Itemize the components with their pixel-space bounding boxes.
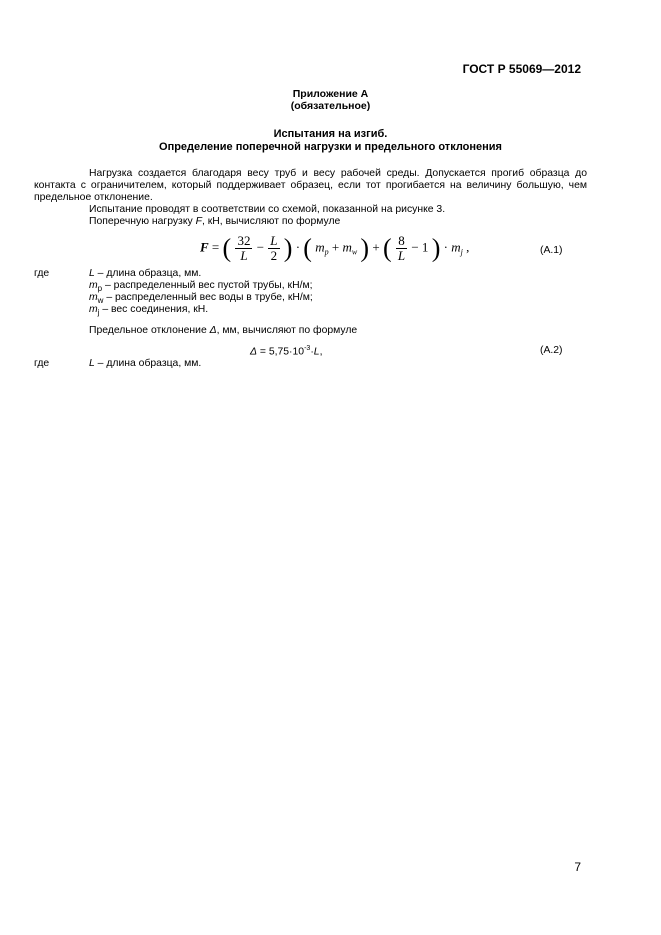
where-label-1: где (34, 268, 50, 279)
formula-a1-number: (А.1) (540, 245, 563, 256)
section-heading-line1: Испытания на изгиб. (273, 128, 388, 140)
document-code: ГОСТ Р 55069—2012 (462, 62, 581, 76)
formula-a1: F = ( $\frac{32}{L}$ − $\frac{L}{2}$ ) · ( $m_p + m_w$ ) + ( $\frac{8}{L}$ − 1 ) · $m_j$ , (200, 233, 470, 263)
formula-a2-number: (А.2) (540, 345, 563, 356)
formula-a2: $\Delta = 5,75\cdot 10^{-3}\cdot L$, (250, 345, 323, 358)
annex-title: Приложение А (292, 88, 369, 100)
where-l-definition: L – длина образца, мм. (89, 268, 202, 279)
fraction-8-over-l: $\frac{8}{L}$ (397, 233, 406, 263)
paragraph-load-formula-intro: Поперечную нагрузку F, кН, вычисляют по формуле (89, 216, 341, 227)
paragraph-test-scheme: Испытание проводят в соответствии со схемой, показанной на рисунке 3. (89, 204, 446, 215)
where-label-2: где (34, 358, 50, 369)
annex-status: (обязательное) (290, 100, 371, 112)
fraction-32-over-l: $\frac{32}{L}$ (237, 233, 251, 263)
section-heading-line2: Определение поперечной нагрузки и предельного отклонения (159, 141, 502, 153)
where2-l-definition: L – длина образца, мм. (89, 358, 202, 369)
where-mp-definition: $m_p$ – распределенный вес пустой трубы, кН/м; (89, 280, 313, 293)
fraction-l-over-2: $\frac{L}{2}$ (270, 233, 278, 263)
deflection-intro: Предельное отклонение Δ, мм, вычисляют по формуле (89, 325, 358, 336)
where-mj-definition: $m_j$ – вес соединения, кН. (89, 304, 209, 317)
page-number: 7 (574, 860, 581, 874)
paragraph-load: Нагрузка создается благодаря весу труб и весу рабочей среды. Допускается прогиб образца до контакта с ограничителем, который поддерживает образец, если тот прогибается на величину большую, чем предельное отклонение. (34, 168, 587, 203)
where-mw-definition: $m_w$ – распределенный вес воды в трубе, кН/м; (89, 292, 313, 305)
formula-a1-lhs: F (200, 239, 209, 255)
